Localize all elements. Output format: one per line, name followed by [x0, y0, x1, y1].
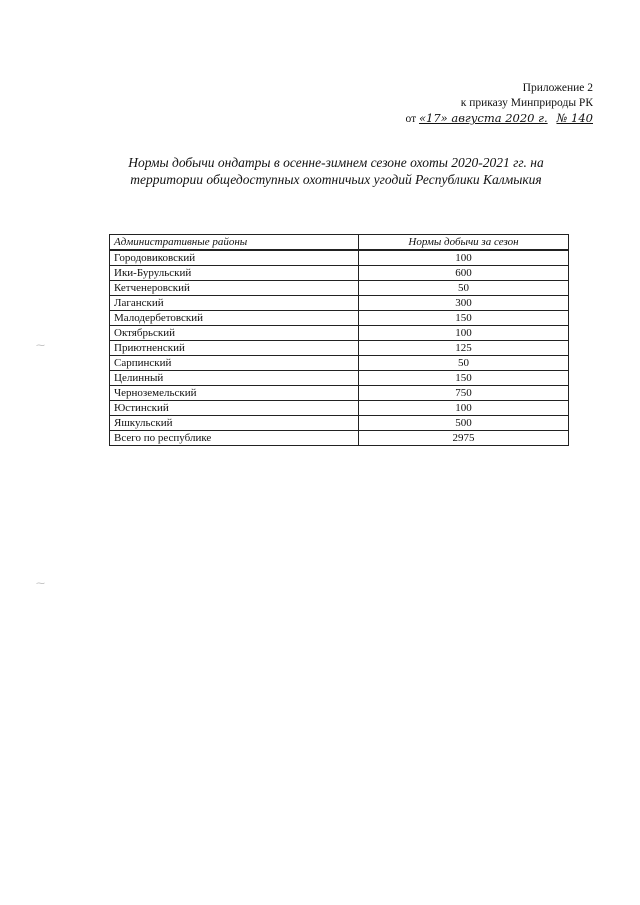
quota-cell: 50	[359, 281, 569, 296]
table-row	[110, 281, 569, 296]
district-cell: Ики-Бурульский	[110, 266, 359, 281]
quota-cell: 300	[359, 296, 569, 311]
document-title: Нормы добычи ондатры в осенне-зимнем сезоне охоты 2020-2021 гг. на территории общедоступных охотничьих угодий Республики Калмыкия	[128, 155, 544, 187]
annex-order-number: № 140	[556, 111, 593, 125]
table-row	[110, 371, 569, 386]
district-cell: Лаганский	[110, 296, 359, 311]
quota-cell: 500	[359, 416, 569, 431]
table-row	[110, 356, 569, 371]
annex-title: Приложение 2	[522, 82, 593, 94]
quota-cell: 125	[359, 341, 569, 356]
total-label-cell: Всего по республике	[110, 431, 359, 446]
district-cell: Яшкульский	[110, 416, 359, 431]
table-row	[110, 341, 569, 356]
table-row	[110, 296, 569, 311]
annex-block	[405, 81, 593, 127]
table-row	[110, 401, 569, 416]
annex-order-reference: к приказу Минприроды РК	[460, 97, 593, 109]
district-cell: Целинный	[110, 371, 359, 386]
quota-cell: 100	[359, 326, 569, 341]
quota-cell: 150	[359, 371, 569, 386]
district-cell: Черноземельский	[110, 386, 359, 401]
district-cell: Сарпинский	[110, 356, 359, 371]
district-cell: Октябрьский	[110, 326, 359, 341]
district-cell: Юстинский	[110, 401, 359, 416]
quota-cell: 750	[359, 386, 569, 401]
scan-mark: ⁓	[36, 578, 45, 588]
table-row	[110, 266, 569, 281]
table-row	[110, 250, 569, 266]
quota-cell: 100	[359, 401, 569, 416]
district-cell: Приютненский	[110, 341, 359, 356]
district-cell: Кетченеровский	[110, 281, 359, 296]
table-row	[110, 416, 569, 431]
total-value-cell: 2975	[359, 431, 569, 446]
district-cell: Малодербетовский	[110, 311, 359, 326]
quota-cell: 600	[359, 266, 569, 281]
table-row	[110, 326, 569, 341]
annex-date-prefix: от	[405, 113, 417, 125]
header-quota: Нормы добычи за сезон	[359, 235, 569, 251]
annex-date-line	[405, 111, 593, 127]
table-total-row	[110, 431, 569, 446]
table-row	[110, 386, 569, 401]
district-cell: Городовиковский	[110, 250, 359, 266]
quota-cell: 100	[359, 250, 569, 266]
table-row	[110, 311, 569, 326]
quota-table-container	[109, 234, 569, 446]
annex-date: «17» августа 2020 г.	[418, 111, 548, 125]
table-header-row	[110, 235, 569, 251]
quota-cell: 50	[359, 356, 569, 371]
header-district: Административные районы	[110, 235, 359, 251]
quota-table	[109, 234, 569, 446]
scan-mark: ⁓	[36, 340, 45, 350]
quota-cell: 150	[359, 311, 569, 326]
table-body	[110, 250, 569, 446]
